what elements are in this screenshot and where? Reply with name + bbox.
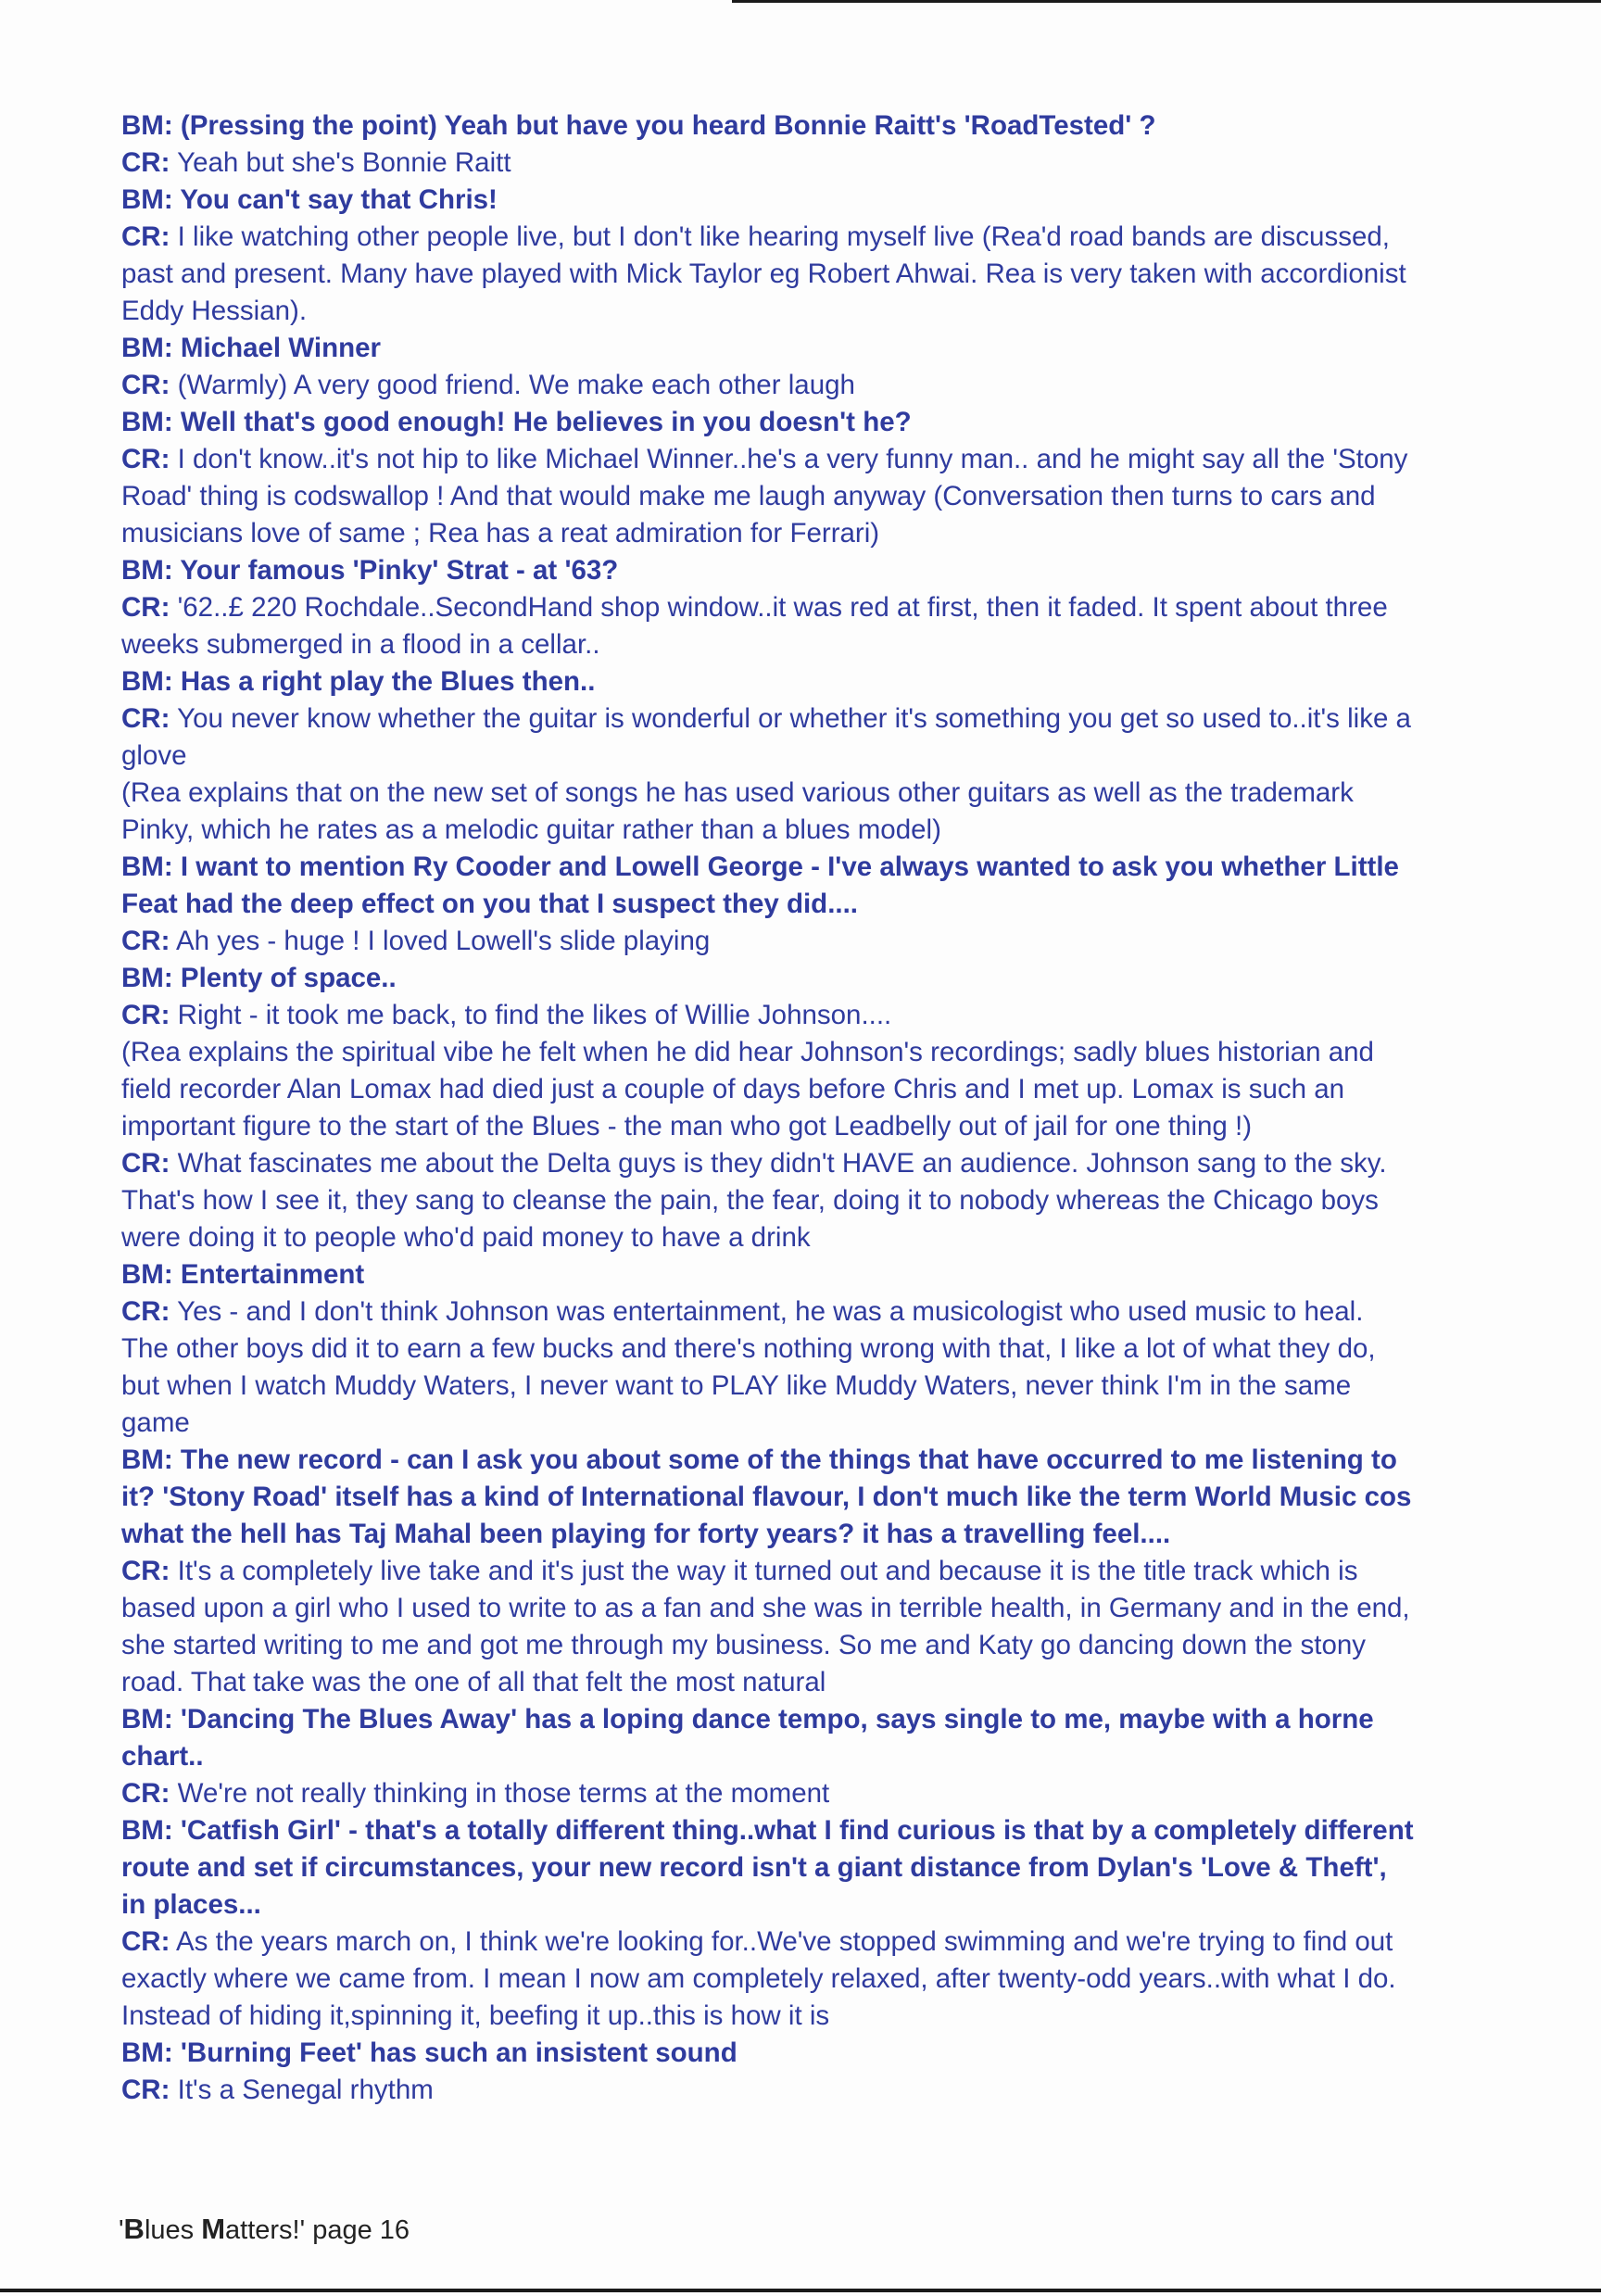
text-line (121, 997, 1530, 1034)
line-text: That's how I see it, they sang to cleanse the pain, the fear, doing it to nobody whereas the Chicago boys (121, 1185, 1379, 1216)
line-text: based upon a girl who I used to write to as a fan and she was in terrible health, in Germany and in the end, (121, 1593, 1410, 1623)
text-line (121, 1849, 1530, 1886)
speaker-label: BM: (121, 1444, 173, 1475)
text-line (121, 1034, 1530, 1071)
text-line (121, 515, 1530, 552)
text-line (121, 1145, 1530, 1182)
speaker-label: CR: (121, 147, 170, 178)
line-text: Road' thing is codswallop ! And that would make me laugh anyway (Conversation then turns to cars and (121, 481, 1376, 511)
line-text: what the hell has Taj Mahal been playing for forty years? it has a travelling feel.... (121, 1519, 1171, 1549)
speaker-label: BM: (121, 1815, 173, 1846)
footer-text-atters: atters! (225, 2215, 300, 2245)
line-text: important figure to the start of the Blues - the man who got Leadbelly out of jail for one thing !) (121, 1111, 1253, 1142)
text-line (121, 812, 1530, 849)
text-line (121, 1442, 1530, 1479)
line-text: Feat had the deep effect on you that I suspect they did.... (121, 889, 858, 919)
line-text: Right - it took me back, to find the likes of Willie Johnson.... (170, 1000, 892, 1030)
line-text: Ah yes - huge ! I loved Lowell's slide playing (170, 926, 711, 956)
top-rule (732, 0, 1601, 3)
line-text: Michael Winner (172, 333, 382, 363)
text-line (121, 923, 1530, 960)
speaker-label: BM: (121, 333, 173, 363)
text-line (121, 2035, 1530, 2072)
text-line (121, 1998, 1530, 2035)
text-line (121, 1553, 1530, 1590)
text-line (121, 1924, 1530, 1961)
line-text: What fascinates me about the Delta guys is they didn't HAVE an audience. Johnson sang to the sky. (170, 1148, 1387, 1179)
text-line (121, 960, 1530, 997)
line-text: Has a right play the Blues then.. (172, 666, 596, 697)
speaker-label: CR: (121, 703, 170, 734)
line-text: (Pressing the point) Yeah but have you heard Bonnie Raitt's 'RoadTested' ? (172, 110, 1156, 141)
line-text: I don't know..it's not hip to like Michael Winner..he's a very funny man.. and he might say all the 'Stony (170, 444, 1408, 474)
line-text: You never know whether the guitar is wonderful or whether it's something you get so used to..it's like a (170, 703, 1411, 734)
text-line (121, 700, 1530, 738)
text-line (121, 1775, 1530, 1812)
line-text: past and present. Many have played with Mick Taylor eg Robert Ahwai. Rea is very taken with accordionist (121, 259, 1406, 289)
line-text: We're not really thinking in those terms at the moment (170, 1778, 830, 1809)
line-text: she started writing to me and got me through my business. So me and Katy go dancing down the stony (121, 1630, 1367, 1660)
line-text: You can't say that Chris! (172, 184, 498, 215)
text-line (121, 738, 1530, 775)
line-text: chart.. (121, 1741, 204, 1772)
line-text: Instead of hiding it,spinning it, beefing it up..this is how it is (121, 2000, 830, 2031)
text-line (121, 1590, 1530, 1627)
page-footer (119, 2211, 410, 2249)
text-line (121, 1664, 1530, 1701)
speaker-label: BM: (121, 110, 173, 141)
text-line (121, 219, 1530, 256)
line-text: but when I watch Muddy Waters, I never want to PLAY like Muddy Waters, never think I'm in the same (121, 1370, 1352, 1401)
text-line (121, 441, 1530, 478)
line-text: The new record - can I ask you about some of the things that have occurred to me listening to (172, 1444, 1397, 1475)
footer-text-lues: lues (144, 2215, 202, 2245)
speaker-label: BM: (121, 1704, 173, 1735)
footer-page-label: page 16 (305, 2215, 410, 2245)
text-line (121, 182, 1530, 219)
speaker-label: CR: (121, 444, 170, 474)
line-text: Yeah but she's Bonnie Raitt (170, 147, 511, 178)
line-text: I want to mention Ry Cooder and Lowell George - I've always wanted to ask you whether Little (172, 852, 1399, 882)
speaker-label: BM: (121, 2037, 173, 2068)
speaker-label: CR: (121, 1926, 170, 1957)
line-text: Entertainment (172, 1259, 365, 1290)
speaker-label: BM: (121, 184, 173, 215)
speaker-label: CR: (121, 2075, 170, 2105)
text-line (121, 663, 1530, 700)
text-line (121, 330, 1530, 367)
text-line (121, 1886, 1530, 1924)
line-text: As the years march on, I think we're looking for..We've stopped swimming and we're trying to find out (170, 1926, 1393, 1957)
text-line (121, 1701, 1530, 1738)
line-text: were doing it to people who'd paid money to have a drink (121, 1222, 811, 1253)
text-line (121, 2072, 1530, 2109)
speaker-label: BM: (121, 963, 173, 993)
speaker-label: CR: (121, 370, 170, 400)
line-text: It's a completely live take and it's just the way it turned out and because it is the title track which is (170, 1556, 1358, 1586)
speaker-label: CR: (121, 592, 170, 623)
line-text: (Warmly) A very good friend. We make each other laugh (170, 370, 855, 400)
text-line (121, 1071, 1530, 1108)
speaker-label: CR: (121, 926, 170, 956)
line-text: glove (121, 740, 187, 771)
line-text: Well that's good enough! He believes in you doesn't he? (172, 407, 912, 437)
speaker-label: CR: (121, 1000, 170, 1030)
text-line (121, 367, 1530, 404)
text-line (121, 1256, 1530, 1293)
line-text: 'Burning Feet' has such an insistent sound (172, 2037, 737, 2068)
text-line (121, 1182, 1530, 1219)
line-text: '62..£ 220 Rochdale..SecondHand shop window..it was red at first, then it faded. It spent about three (170, 592, 1388, 623)
footer-quote-close: ' (299, 2215, 306, 2245)
line-text: (Rea explains the spiritual vibe he felt when he did hear Johnson's recordings; sadly blues historian and (121, 1037, 1374, 1067)
text-line (121, 1405, 1530, 1442)
speaker-label: BM: (121, 555, 173, 586)
text-line (121, 404, 1530, 441)
line-text: route and set if circumstances, your new record isn't a giant distance from Dylan's 'Love & Theft', (121, 1852, 1387, 1883)
text-line (121, 1219, 1530, 1256)
text-line (121, 1627, 1530, 1664)
speaker-label: CR: (121, 1778, 170, 1809)
line-text: it? 'Stony Road' itself has a kind of International flavour, I don't much like the term World Music cos (121, 1482, 1412, 1512)
line-text: Yes - and I don't think Johnson was entertainment, he was a musicologist who used music to heal. (170, 1296, 1364, 1327)
bottom-rule (0, 2289, 1601, 2292)
speaker-label: BM: (121, 852, 173, 882)
text-line (121, 293, 1530, 330)
line-text: musicians love of same ; Rea has a reat admiration for Ferrari) (121, 518, 880, 549)
text-line (121, 589, 1530, 626)
text-line (121, 886, 1530, 923)
footer-cap-b: B (123, 2213, 145, 2245)
text-line (121, 552, 1530, 589)
text-line (121, 1738, 1530, 1775)
text-line (121, 1331, 1530, 1368)
text-line (121, 1516, 1530, 1553)
speaker-label: CR: (121, 1556, 170, 1586)
line-text: exactly where we came from. I mean I now am completely relaxed, after twenty-odd years..with what I do. (121, 1963, 1396, 1994)
line-text: road. That take was the one of all that felt the most natural (121, 1667, 826, 1697)
footer-quote-open: ' (119, 2215, 124, 2245)
speaker-label: CR: (121, 221, 170, 252)
line-text: Your famous 'Pinky' Strat - at '63? (172, 555, 619, 586)
line-text: (Rea explains that on the new set of songs he has used various other guitars as well as the trademark (121, 777, 1354, 808)
line-text: Pinky, which he rates as a melodic guitar rather than a blues model) (121, 814, 941, 845)
text-line (121, 849, 1530, 886)
line-text: 'Catfish Girl' - that's a totally different thing..what I find curious is that by a completely different (172, 1815, 1414, 1846)
text-line (121, 1293, 1530, 1331)
text-line (121, 145, 1530, 182)
speaker-label: CR: (121, 1148, 170, 1179)
text-line (121, 256, 1530, 293)
line-text: weeks submerged in a flood in a cellar.. (121, 629, 600, 660)
text-line (121, 1479, 1530, 1516)
line-text: 'Dancing The Blues Away' has a loping dance tempo, says single to me, maybe with a horne (172, 1704, 1374, 1735)
text-line (121, 478, 1530, 515)
speaker-label: BM: (121, 666, 173, 697)
line-text: Eddy Hessian). (121, 296, 308, 326)
line-text: game (121, 1407, 190, 1438)
speaker-label: BM: (121, 407, 173, 437)
text-line (121, 1961, 1530, 1998)
text-line (121, 1812, 1530, 1849)
footer-cap-m: M (201, 2213, 226, 2245)
line-text: The other boys did it to earn a few bucks and there's nothing wrong with that, I like a lot of what they do, (121, 1333, 1376, 1364)
speaker-label: CR: (121, 1296, 170, 1327)
speaker-label: BM: (121, 1259, 173, 1290)
text-line (121, 1368, 1530, 1405)
line-text: in places... (121, 1889, 261, 1920)
line-text: I like watching other people live, but I don't like hearing myself live (Rea'd road bands are discussed, (170, 221, 1390, 252)
text-line (121, 1108, 1530, 1145)
text-line (121, 775, 1530, 812)
text-line (121, 626, 1530, 663)
line-text: field recorder Alan Lomax had died just a couple of days before Chris and I met up. Lomax is such an (121, 1074, 1345, 1104)
text-line (121, 107, 1530, 145)
interview-text (121, 107, 1530, 2109)
line-text: Plenty of space.. (172, 963, 397, 993)
line-text: It's a Senegal rhythm (170, 2075, 434, 2105)
